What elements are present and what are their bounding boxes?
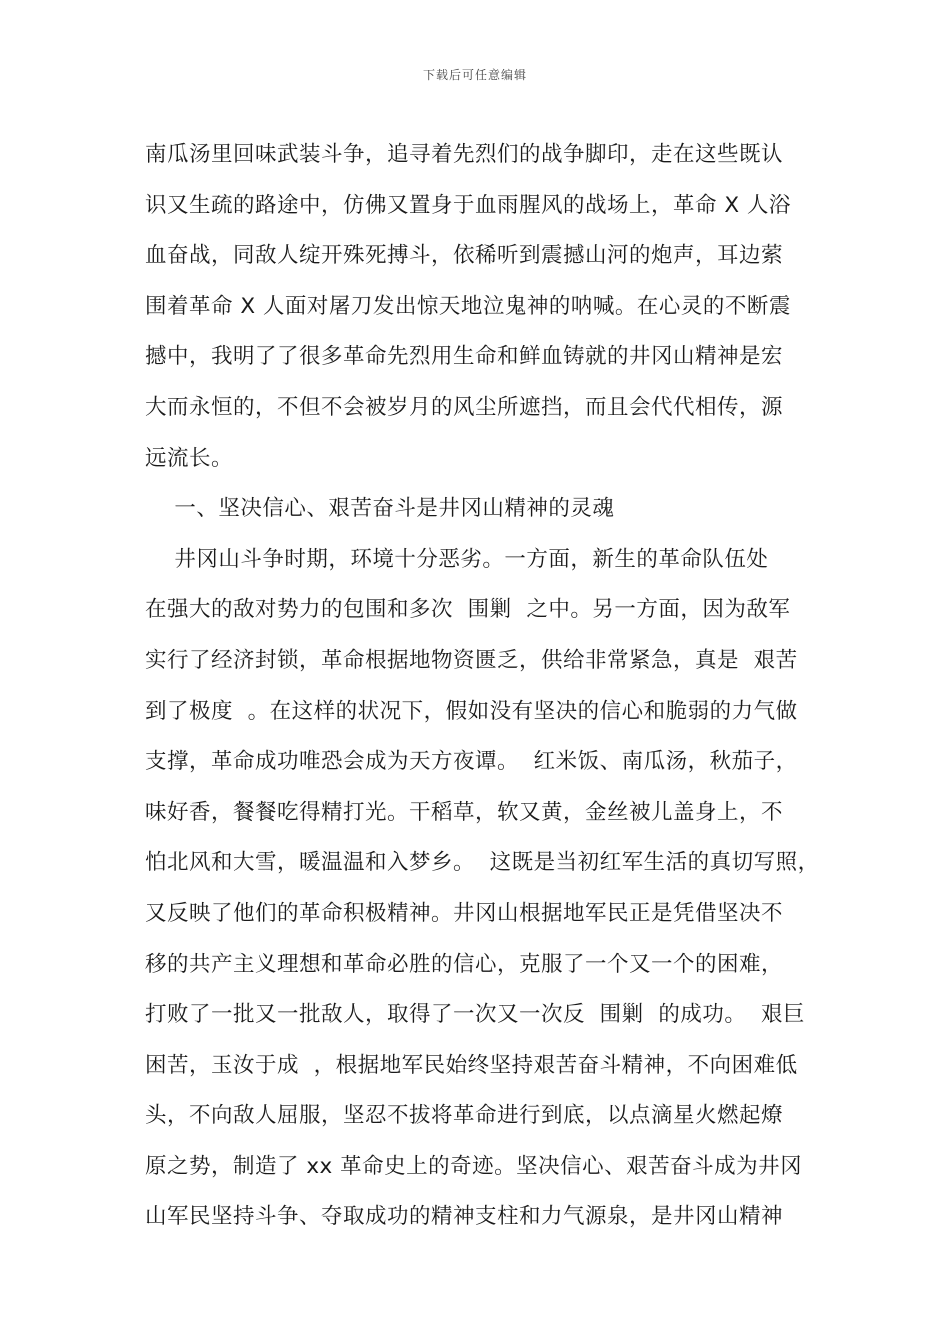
text-line: 山军民坚持斗争、夺取成功的精神支柱和力气源泉，是井冈山精神 — [145, 1204, 784, 1230]
text-line: 血奋战，同敌人绽开殊死搏斗，依稀听到震撼山河的炮声，耳边萦 — [145, 243, 784, 269]
text-line: 南瓜汤里回味武装斗争，追寻着先烈们的战争脚印，走在这些既认 — [145, 142, 784, 167]
text-line: 原之势，制造了 xx 革命史上的奇迹。坚决信心、艰苦奋斗成为井冈 — [145, 1153, 803, 1179]
section-heading: 一、坚决信心、艰苦奋斗是井冈山精神的灵魂 — [145, 496, 615, 522]
text-line: 困苦，玉汝于成 ，根据地军民始终坚持艰苦奋斗精神，不向困难低 — [145, 1052, 798, 1078]
text-line: 又反映了他们的革命积极精神。井冈山根据地军民正是凭借坚决不 — [145, 900, 784, 926]
page-header-note: 下载后可任意编辑 — [422, 68, 527, 82]
text-line: 大而永恒的，不但不会被岁月的风尘所遮挡，而且会代代相传，源 — [145, 394, 784, 420]
document-body — [145, 130, 820, 1243]
text-line: 怕北风和大雪，暖温温和入梦乡。 这既是当初红军生活的真切写照， — [145, 850, 820, 876]
text-line: 围着革命 X 人面对屠刀发出惊天地泣鬼神的呐喊。在心灵的不断震 — [145, 293, 791, 319]
text-line: 味好香，餐餐吃得精打光。干稻草，软又黄，金丝被儿盖身上，不 — [145, 799, 784, 825]
text-line: 识又生疏的路途中，仿佛又置身于血雨腥风的战场上，革命 X 人浴 — [145, 192, 791, 218]
text-line: 远流长。 — [145, 445, 234, 471]
text-line: 移的共产主义理想和革命必胜的信心，克服了一个又一个的困难， — [145, 951, 784, 977]
text-line: 到了极度 。在这样的状况下，假如没有坚决的信心和脆弱的力气做 — [145, 698, 798, 724]
text-line: 支撑，革命成功唯恐会成为天方夜谭。 红米饭、南瓜汤，秋茄子， — [145, 749, 798, 775]
text-line: 撼中，我明了了很多革命先烈用生命和鲜血铸就的井冈山精神是宏 — [145, 344, 784, 370]
text-line: 实行了经济封锁，革命根据地物资匮乏，供给非常紧急，真是 艰苦 — [145, 647, 798, 673]
text-line: 井冈山斗争时期，环境十分恶劣。一方面，新生的革命队伍处 — [145, 546, 769, 572]
text-line: 在强大的敌对势力的包围和多次 围剿 之中。另一方面，因为敌军 — [145, 597, 791, 623]
text-line: 打败了一批又一批敌人，取得了一次又一次反 围剿 的成功。 艰巨 — [145, 1002, 806, 1028]
text-line: 头，不向敌人屈服，坚忍不拔将革命进行到底，以点滴星火燃起燎 — [145, 1103, 784, 1129]
